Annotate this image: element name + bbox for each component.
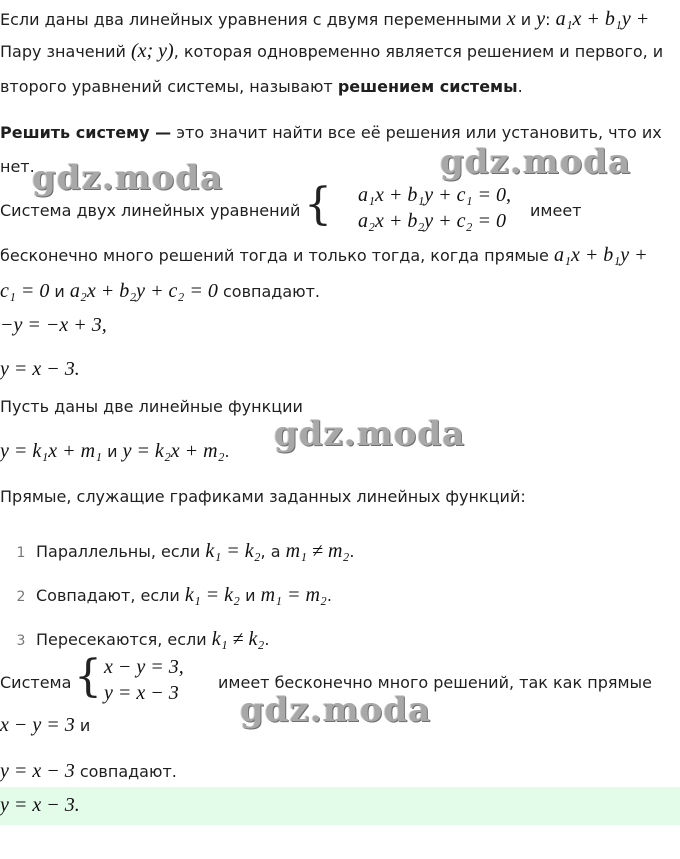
formula: m₁ ≠ m₂ [285, 540, 350, 562]
list-number: 3 [16, 633, 26, 649]
condition-line-1 [0, 244, 648, 267]
formula: k₁ ≠ k₂ [211, 628, 265, 650]
formula: y = x − 3 [0, 760, 75, 782]
system2-after: имеет бесконечно много решений, так как прямые [218, 673, 653, 692]
condition-line-2 [0, 280, 320, 303]
watermark: gdz.moda [274, 414, 466, 454]
system2-label: Система [0, 673, 72, 692]
formula: x − y = 3 [0, 714, 75, 736]
text: это значит найти все её решения или установить, что их [171, 123, 662, 142]
text: нет. [0, 157, 35, 176]
formula: a₁x + b₁y + [553, 244, 648, 266]
list-item [6, 540, 354, 564]
list-item [6, 628, 269, 652]
formula: k₁ = k₂ [184, 584, 240, 606]
text: Совпадают, если [36, 586, 185, 605]
text: Пересекаются, если [36, 630, 212, 649]
conclusion-line-1 [0, 714, 90, 737]
conj: и [49, 282, 70, 301]
text: Параллельны, если [36, 542, 206, 561]
system1-after: имеет [530, 201, 582, 220]
watermark: gdz.moda [240, 690, 432, 730]
answer-text: y = x − 3. [0, 794, 80, 816]
brace-icon: { [304, 179, 332, 230]
formula: m₁ = m₂ [260, 584, 327, 606]
text: . [326, 586, 332, 605]
text: бесконечно много решений тогда и только тогда, когда прямые [0, 246, 554, 265]
list-item [6, 584, 332, 608]
graphs-intro: Прямые, служащие графиками заданных линейных функций: [0, 487, 526, 506]
system1-eq1: a₁x + b₁y + c₁ = 0, [358, 184, 511, 206]
watermark: gdz.moda [32, 158, 224, 198]
text: и [240, 586, 261, 605]
text: совпадают. [74, 762, 177, 781]
system2-eq2: y = x − 3 [104, 682, 179, 704]
conj: и [101, 442, 123, 461]
term-bold: Решить систему — [0, 123, 172, 142]
equation-b: y = x − 3. [0, 358, 80, 380]
intro-line-1 [0, 8, 649, 31]
text: . [224, 442, 230, 461]
list-number: 1 [16, 545, 26, 561]
answer-box [0, 787, 680, 825]
text: Пару значений [0, 42, 131, 61]
formula: (x; y) [130, 40, 174, 62]
var-y: y [536, 8, 546, 30]
brace-icon: { [74, 651, 102, 702]
conj: и [515, 10, 537, 29]
formula: a₁x + b₁y + [555, 8, 650, 30]
term-bold: решением системы [337, 77, 518, 96]
text: . [264, 630, 270, 649]
text: , а [260, 542, 286, 561]
var-x: x [506, 8, 516, 30]
list-number: 2 [16, 589, 26, 605]
definition-line-2 [0, 156, 35, 178]
formula: c₁ = 0 [0, 280, 50, 302]
intro-line-2 [0, 40, 663, 63]
formula: y = k₂x + m₂ [122, 440, 225, 462]
text: и [74, 716, 91, 735]
intro-text: Если даны два линейных уравнения с двумя переменными [0, 10, 507, 29]
formula: k₁ = k₂ [205, 540, 261, 562]
text: второго уравнений системы, называют [0, 77, 338, 96]
definition-line-1 [0, 122, 662, 144]
system1-label [0, 200, 300, 222]
formula: a₂x + b₂y + c₂ = 0 [69, 280, 218, 302]
text: совпадают. [217, 282, 320, 301]
text: . [349, 542, 355, 561]
colon: : [545, 10, 556, 29]
system1-eq2: a₂x + b₂y + c₂ = 0 [358, 210, 506, 232]
text: , которая одновременно является решением и первого, и [173, 42, 664, 61]
system2-eq1: x − y = 3, [104, 656, 184, 678]
equation-a: −y = −x + 3, [0, 314, 107, 336]
conclusion-line-2 [0, 760, 177, 783]
functions-line [0, 440, 230, 463]
text: Система двух линейных уравнений [0, 201, 301, 220]
text: . [517, 77, 523, 96]
formula: y = k₁x + m₁ [0, 440, 102, 462]
watermark: gdz.moda [440, 142, 632, 182]
functions-intro: Пусть даны две линейные функции [0, 397, 303, 416]
intro-line-3 [0, 76, 523, 98]
